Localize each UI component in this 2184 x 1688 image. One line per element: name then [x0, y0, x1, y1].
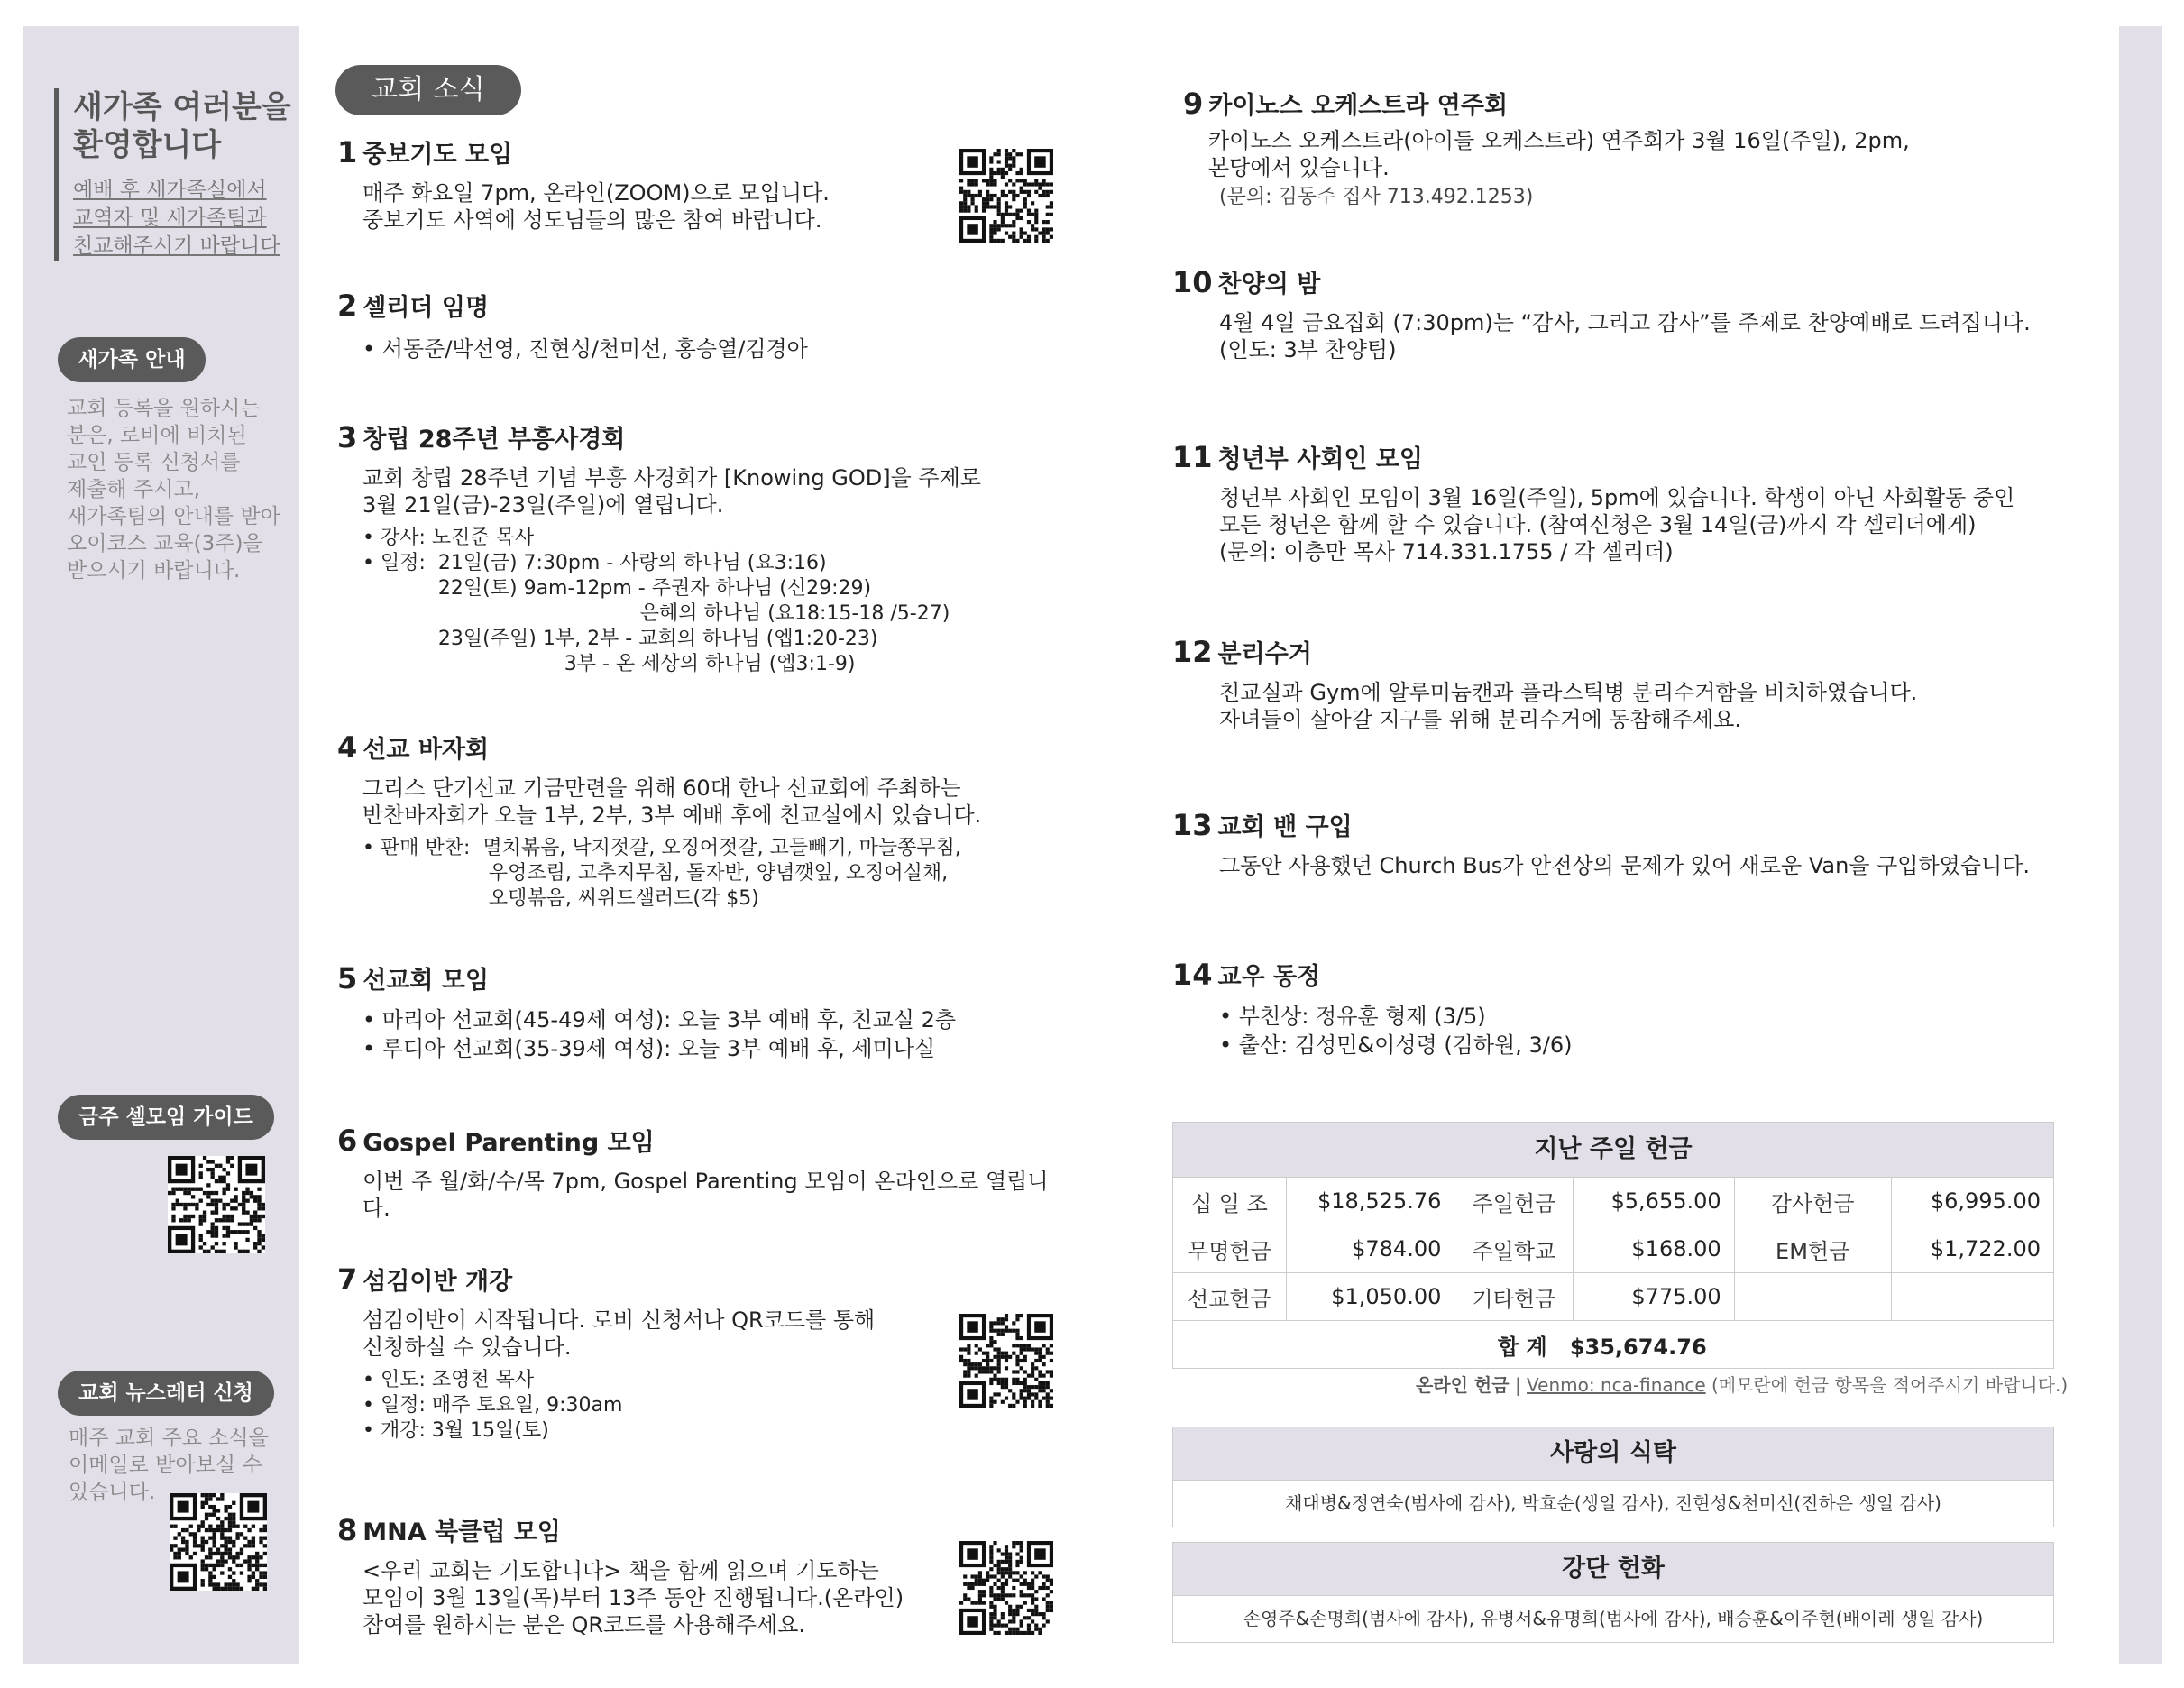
offering-title: 지난 주일 헌금	[1172, 1122, 2054, 1178]
section-3: 3 창립 28주년 부흥사경회 교회 창립 28주년 기념 부흥 사경회가 [Knowing GOD]을 주제로 3월 21일(금)-23일(주일)에 열립니다. • 강사: 노진준 목사 • 일정: 21일(금) 7:30pm - 사랑의 하나님 (요3:16) 22일(토) 9am-12pm - 주권자 하나님 (신29:29) 은혜의 하나님 (요18:15-18 /5-27) 23일(주일) 1부, 2부 - 교회의 하나님 (엡1:20-23) 3부 - 온 세상의 하나님 (엡3:1-9)	[337, 420, 981, 675]
servant-class-qr-code[interactable]	[959, 1313, 1053, 1408]
section-14: 14 교우 동정 • 부친상: 정유훈 형제 (3/5) • 출산: 김성민&이성령 (김하원, 3/6)	[1172, 958, 1573, 1058]
welcome-link[interactable]: 예배 후 새가족실에서 교역자 및 새가족팀과 친교해주시기 바랍니다	[73, 179, 280, 258]
offering-table	[1172, 1177, 2054, 1369]
cell-guide-pill: 금주 셀모임 가이드	[58, 1095, 274, 1140]
section-5: 5 선교회 모임 • 마리아 선교회(45-49세 여성): 오늘 3부 예배 후, 친교실 2층 • 루디아 선교회(35-39세 여성): 오늘 3부 예배 후, 세미나실	[337, 961, 957, 1061]
total-value: $35,674.76	[1569, 1334, 1707, 1360]
section-1: 1 중보기도 모임 매주 화요일 7pm, 온라인(ZOOM)으로 모입니다. 중보기도 사역에 성도님들의 많은 참여 바랍니다.	[337, 137, 968, 234]
welcome-box	[54, 88, 312, 261]
section-6: 6 Gospel Parenting 모임 이번 주 월/화/수/목 7pm, Gospel Parenting 모임이 온라인으로 열립니다.	[337, 1124, 1049, 1221]
section-4: 4 선교 바자회 그리스 단기선교 기금만련을 위해 60대 한나 선교회에 주최하는 반찬바자회가 오늘 1부, 2부, 3부 예배 후에 친교실에서 있습니다. • 판매 반찬: 멸치볶음, 낙지젓갈, 오징어젓갈, 고들빼기, 마늘쫑무침, 우엉조림, 고추지무침, 돌자반, 양념깻잎, 오징어실채, 오뎅볶음, 씨위드샐러드(각 $5)	[337, 730, 982, 910]
venmo-link[interactable]: Venmo: nca-finance	[1527, 1374, 1706, 1396]
church-news-pill: 교회 소식	[335, 65, 521, 115]
cell-guide-qr-code[interactable]	[168, 1156, 265, 1253]
table-row: 십 일 조 $18,525.76 주일헌금 $5,655.00 감사헌금 $6,995.00	[1173, 1178, 2054, 1225]
book-club-qr-code[interactable]	[959, 1540, 1053, 1636]
section-8: 8 MNA 북클럽 모임 <우리 교회는 기도합니다> 책을 함께 읽으며 기도하는 모임이 3월 13일(목)부터 13주 동안 진행됩니다.(온라인) 참여를 원하시는 분은 QR코드를 사용해주세요.	[337, 1513, 904, 1638]
section-7: 7 섬김이반 개강 섬김이반이 시작됩니다. 로비 신청서나 QR코드를 통해 신청하실 수 있습니다. • 인도: 조영천 목사 • 일정: 매주 토요일, 9:30am • 개강: 3월 15일(토)	[337, 1262, 876, 1442]
pulpit-flowers-text: 손영주&손명희(범사에 감사), 유병서&유명희(범사에 감사), 배승훈&이주현(배이레 생일 감사)	[1172, 1595, 2054, 1643]
section-2: 2 셀리더 임명 • 서동준/박선영, 진현성/천미선, 홍승열/김경아	[337, 289, 808, 362]
newsletter-text: 매주 교회 주요 소식을 이메일로 받아보실 수 있습니다.	[69, 1427, 269, 1504]
newsletter-qr-code[interactable]	[170, 1493, 267, 1591]
left-sidebar	[23, 26, 299, 1664]
offering-total-row	[1173, 1321, 2054, 1369]
love-table-text: 채대병&정연숙(범사에 감사), 박효순(생일 감사), 진현성&천미선(진하은 생일 감사)	[1172, 1480, 2054, 1527]
pulpit-flowers-title: 강단 헌화	[1172, 1542, 2054, 1596]
section-13: 13 교회 밴 구입 그동안 사용했던 Church Bus가 안전상의 문제가 있어 새로운 Van을 구입하였습니다.	[1172, 808, 2031, 878]
newcomer-guide-text: 교회 등록을 원하시는 분은, 로비에 비치된 교인 등록 신청서를 제출해 주시고, 새가족팀의 안내를 받아 오이코스 교육(3주)을 받으시기 바랍니다.	[67, 397, 280, 583]
welcome-title: 새가족 여러분을 환영합니다	[73, 89, 291, 163]
table-row: 무명헌금 $784.00 주일학교 $168.00 EM헌금 $1,722.00	[1173, 1225, 2054, 1273]
online-offering-line: 온라인 헌금 | Venmo: nca-finance (메모란에 헌금 항목을 적어주시기 바랍니다.)	[1416, 1374, 2069, 1396]
section-9: 9 카이노스 오케스트라 연주회 카이노스 오케스트라(아이들 오케스트라) 연주회가 3월 16일(주일), 2pm, 본당에서 있습니다. (문의: 김동주 집사 713.492.1253)	[1183, 87, 1910, 208]
prayer-meeting-qr-code[interactable]	[959, 148, 1053, 243]
section-1-body: 매주 화요일 7pm, 온라인(ZOOM)으로 모입니다. 중보기도 사역에 성도님들의 많은 참여 바랍니다.	[362, 180, 830, 233]
section-12: 12 분리수거 친교실과 Gym에 알루미늄캔과 플라스틱병 분리수거함을 비치하였습니다. 자녀들이 살아갈 지구를 위해 분리수거에 동참해주세요.	[1172, 635, 1918, 732]
total-label: 합 계	[1498, 1334, 1547, 1360]
newsletter-pill: 교회 뉴스레터 신청	[58, 1371, 274, 1416]
section-11: 11 청년부 사회인 모임 청년부 사회인 모임이 3월 16일(주일), 5pm에 있습니다. 학생이 아닌 사회활동 중인 모든 청년은 함께 할 수 있습니다. (참여신청은 3월 14일(금)까지 각 셀리더에게) (문의: 이층만 목사 714.331.1755 / 각 셀리더)	[1172, 440, 2015, 564]
table-row: 선교헌금 $1,050.00 기타헌금 $775.00	[1173, 1273, 2054, 1321]
newcomer-guide-pill: 새가족 안내	[58, 337, 206, 382]
section-10: 10 찬양의 밤 4월 4일 금요집회 (7:30pm)는 “감사, 그리고 감사”를 주제로 찬양예배로 드려집니다. (인도: 3부 찬양팀)	[1172, 265, 2031, 362]
love-table-title: 사랑의 식탁	[1172, 1427, 2054, 1481]
right-margin-bar	[2119, 26, 2162, 1664]
